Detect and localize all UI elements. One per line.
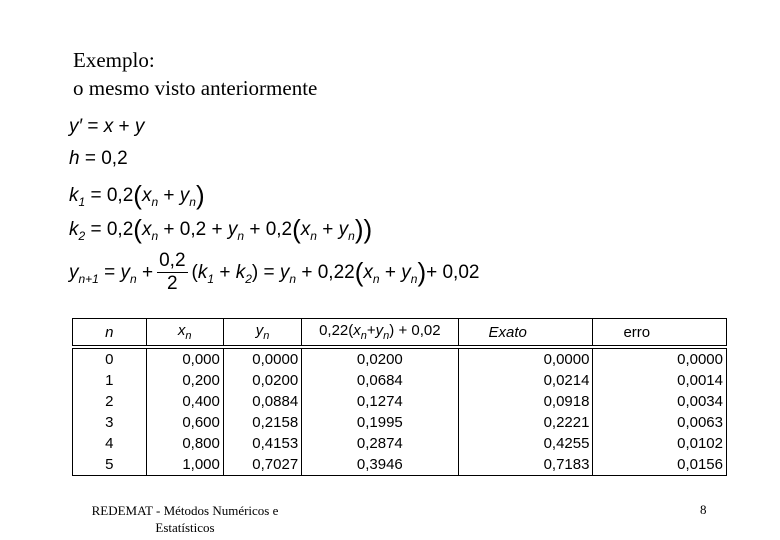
equation-3 bbox=[69, 180, 205, 211]
equation-1 bbox=[69, 116, 144, 138]
equation-3-text: $k_1 = 0,2(x_n + y_n)$ bbox=[69, 180, 205, 210]
cell-n: 3 bbox=[73, 412, 147, 433]
cell-xn: 0,400 bbox=[146, 391, 223, 412]
header-n: n bbox=[73, 319, 147, 346]
equation-2-text: h = 0,2 bbox=[69, 148, 128, 169]
cell-n: 5 bbox=[73, 454, 147, 476]
cell-erro: 0,0034 bbox=[593, 391, 727, 412]
cell-yn: 0,2158 bbox=[223, 412, 301, 433]
results-table bbox=[72, 318, 727, 476]
cell-xn: 0,800 bbox=[146, 433, 223, 454]
cell-exato: 0,0000 bbox=[458, 349, 593, 371]
cell-n: 1 bbox=[73, 370, 147, 391]
cell-erro: 0,0014 bbox=[593, 370, 727, 391]
cell-formula: 0,0684 bbox=[302, 370, 458, 391]
cell-formula: 0,1274 bbox=[302, 391, 458, 412]
cell-yn: 0,0884 bbox=[223, 391, 301, 412]
table-body bbox=[73, 349, 727, 476]
page-number: 8 bbox=[700, 502, 707, 517]
cell-formula: 0,3946 bbox=[302, 454, 458, 476]
table-header-row bbox=[73, 319, 727, 346]
equation-4 bbox=[69, 214, 372, 245]
cell-erro: 0,0063 bbox=[593, 412, 727, 433]
equation-4-text: $k_2 = 0,2(x_n + 0,2 + y_n + 0,2(x_n + y_n))$ bbox=[69, 214, 373, 244]
cell-exato: 0,0214 bbox=[458, 370, 593, 391]
table-row bbox=[73, 370, 727, 391]
header-yn: $y_n$ bbox=[223, 319, 301, 346]
cell-n: 4 bbox=[73, 433, 147, 454]
cell-erro: 0,0000 bbox=[593, 349, 727, 371]
cell-yn: 0,7027 bbox=[223, 454, 301, 476]
title-line-2: o mesmo visto anteriormente bbox=[73, 76, 318, 100]
cell-n: 2 bbox=[73, 391, 147, 412]
header-formula: $0,22(x_n+y_n) + 0,02$ bbox=[302, 319, 458, 346]
cell-xn: 0,200 bbox=[146, 370, 223, 391]
equation-5 bbox=[69, 250, 479, 295]
cell-formula: 0,2874 bbox=[302, 433, 458, 454]
footer-line-2: Estatísticos bbox=[155, 520, 215, 535]
slide-title bbox=[73, 46, 317, 102]
cell-yn: 0,0000 bbox=[223, 349, 301, 371]
cell-xn: 0,600 bbox=[146, 412, 223, 433]
equation-5-text: $y_{n+1} = y_n$ + $\frac{0,2}{2}$ $(k_1 + k_2) = y_n + 0,22(x_n + y_n)+ 0,02$ bbox=[69, 250, 480, 294]
header-exato: Exato bbox=[458, 319, 593, 346]
table-row bbox=[73, 391, 727, 412]
cell-exato: 0,4255 bbox=[458, 433, 593, 454]
footer-text bbox=[80, 502, 290, 536]
footer-line-1: REDEMAT - Métodos Numéricos e bbox=[91, 503, 279, 518]
cell-exato: 0,0918 bbox=[458, 391, 593, 412]
title-line-1: Exemplo: bbox=[73, 48, 155, 72]
cell-exato: 0,2221 bbox=[458, 412, 593, 433]
header-erro: erro bbox=[593, 319, 727, 346]
cell-xn: 1,000 bbox=[146, 454, 223, 476]
cell-exato: 0,7183 bbox=[458, 454, 593, 476]
table-row bbox=[73, 433, 727, 454]
cell-formula: 0,0200 bbox=[302, 349, 458, 371]
table-row bbox=[73, 349, 727, 371]
cell-formula: 0,1995 bbox=[302, 412, 458, 433]
cell-yn: 0,0200 bbox=[223, 370, 301, 391]
cell-yn: 0,4153 bbox=[223, 433, 301, 454]
header-xn: $x_n$ bbox=[146, 319, 223, 346]
table-row bbox=[73, 412, 727, 433]
equation-2 bbox=[69, 148, 128, 170]
cell-n: 0 bbox=[73, 349, 147, 371]
cell-erro: 0,0156 bbox=[593, 454, 727, 476]
cell-erro: 0,0102 bbox=[593, 433, 727, 454]
cell-xn: 0,000 bbox=[146, 349, 223, 371]
equation-1-text: y′ = x + y bbox=[69, 116, 145, 137]
table-row bbox=[73, 454, 727, 476]
